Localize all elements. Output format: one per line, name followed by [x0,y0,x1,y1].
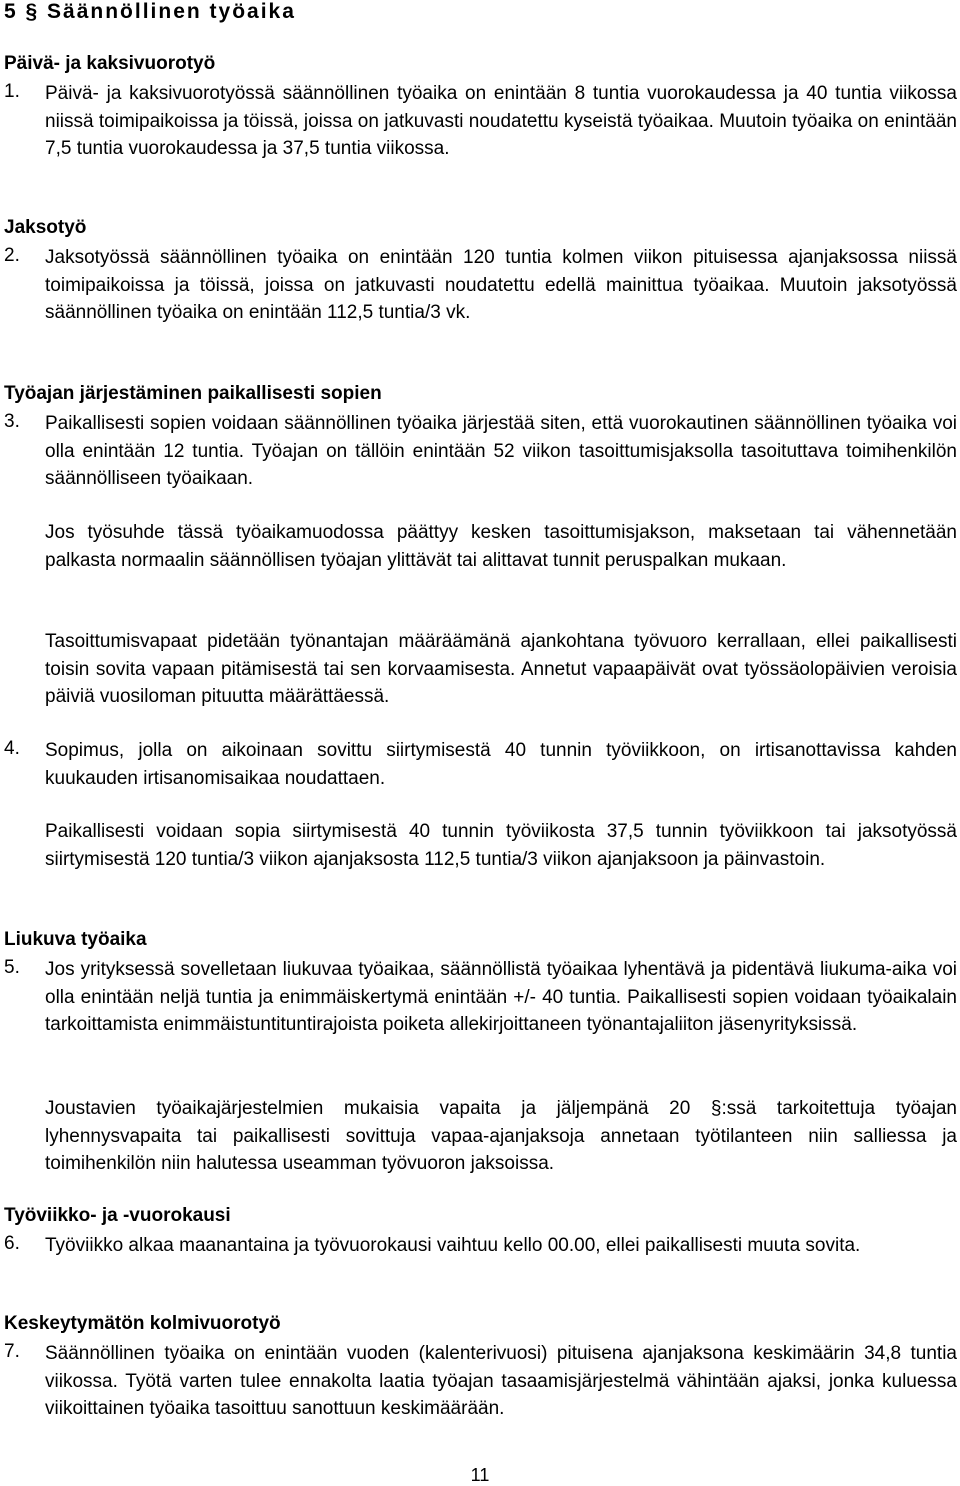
heading-tyoviikko: Työviikko- ja -vuorokausi [4,1205,231,1226]
heading-liukuva-tyoaika: Liukuva työaika [4,929,147,950]
item-number-4: 4. [4,738,20,759]
item-number-7: 7. [4,1341,20,1362]
paragraph-4b: Paikallisesti voidaan sopia siirtymisestä 40 tunnin työviikosta 37,5 tunnin työviikkoon tai jaksotyössä siirtymisestä 120 tuntia/3 viikon ajanjaksosta 112,5 tuntia/3 viikon ajanjaksoon ja päinvastoin. [45,821,957,870]
paragraph-7: Säännöllinen työaika on enintään vuoden (kalenterivuosi) pituisena ajanjaksona keskimäärin 34,8 tuntia viikossa. Työtä varten tulee ennakolta laatia työajan tasaamisjärjestelmä vähintään ajaksi, jonka kuluessa viikoittainen työaika tasoittuu sanottuun keskimäärään. [45,1343,957,1419]
heading-keskeytymaton: Keskeytymätön kolmivuorotyö [4,1313,281,1334]
paragraph-3a: Paikallisesti sopien voidaan säännöllinen työaika järjestää siten, että vuorokautinen säännöllinen työaika voi olla enintään 12 tuntia. Työajan on tällöin enintään 52 viikon tasoittumisjaksolla tasoituttava toimihenkilön säännölliseen työaikaan. [45,413,957,489]
item-number-1: 1. [4,81,20,102]
page-number: 11 [470,1465,490,1485]
paragraph-1: Päivä- ja kaksivuorotyössä säännöllinen työaika on enintään 8 tuntia vuorokaudessa ja 40 tuntia viikossa niissä toimipaikoissa ja töissä, joissa on jatkuvasti noudatettu kyseistä työaikaa. Muutoin työaika on enintään 7,5 tuntia vuorokaudessa ja 37,5 tuntia viikossa. [45,83,957,159]
item-number-2: 2. [4,245,20,266]
heading-paiva-ja-kaksivuorotyo: Päivä- ja kaksivuorotyö [4,53,216,74]
heading-jaksotyo: Jaksotyö [4,217,87,238]
section-title: 5 § Säännöllinen työaika [4,0,296,23]
paragraph-2: Jaksotyössä säännöllinen työaika on enintään 120 tuntia kolmen viikon pituisessa ajanjaksossa niissä toimipaikoissa ja töissä, joissa on jatkuvasti noudatettu edellä mainittua työaikaa. Muutoin jaksotyössä säännöllinen työaika on enintään 112,5 tuntia/3 vk. [45,247,957,323]
paragraph-5a: Jos yrityksessä sovelletaan liukuvaa työaikaa, säännöllistä työaikaa lyhentävä ja pidentävä liukuma-aika voi olla enintään neljä tuntia ja enimmäiskertymä enintään +/- 40 tuntia. Paikallisesti sopien voidaan työaikalain tarkoittamista enimmäistuntituntirajoista poiketa allekirjoittaneen työnantajaliiton jäsenyrityksissä. [45,959,957,1035]
paragraph-6: Työviikko alkaa maanantaina ja työvuorokausi vaihtuu kello 00.00, ellei paikallisesti muuta sovita. [45,1235,861,1256]
paragraph-5b: Joustavien työaikajärjestelmien mukaisia vapaita ja jäljempänä 20 §:ssä tarkoitettuja työajan lyhennysvapaita tai paikallisesti sovittuja vapaa-ajanjaksoja annetaan työtilanteen niin salliessa ja toimihenkilön niin halutessa useamman työvuoron jaksoissa. [45,1098,957,1174]
paragraph-3c: Tasoittumisvapaat pidetään työnantajan määräämänä ajankohtana työvuoro kerrallaan, ellei paikallisesti toisin sovita vapaan pitämisestä tai sen korvaamisesta. Annetut vapaapäivät ovat työssäolopäivien veroisia päiviä vuosiloman pituutta määrättäessä. [45,631,957,707]
item-number-3: 3. [4,411,20,432]
heading-tyoajan-jarjestaminen: Työajan järjestäminen paikallisesti sopien [4,383,382,404]
paragraph-3b: Jos työsuhde tässä työaikamuodossa päättyy kesken tasoittumisjakson, maksetaan tai vähennetään palkasta normaalin säännöllisen työajan ylittävät tai alittavat tunnit peruspalkan mukaan. [45,522,957,571]
item-number-6: 6. [4,1233,20,1254]
item-number-5: 5. [4,957,20,978]
paragraph-4a: Sopimus, jolla on aikoinaan sovittu siirtymisestä 40 tunnin työviikkoon, on irtisanottavissa kahden kuukauden irtisanomisaikaa noudattaen. [45,740,957,789]
